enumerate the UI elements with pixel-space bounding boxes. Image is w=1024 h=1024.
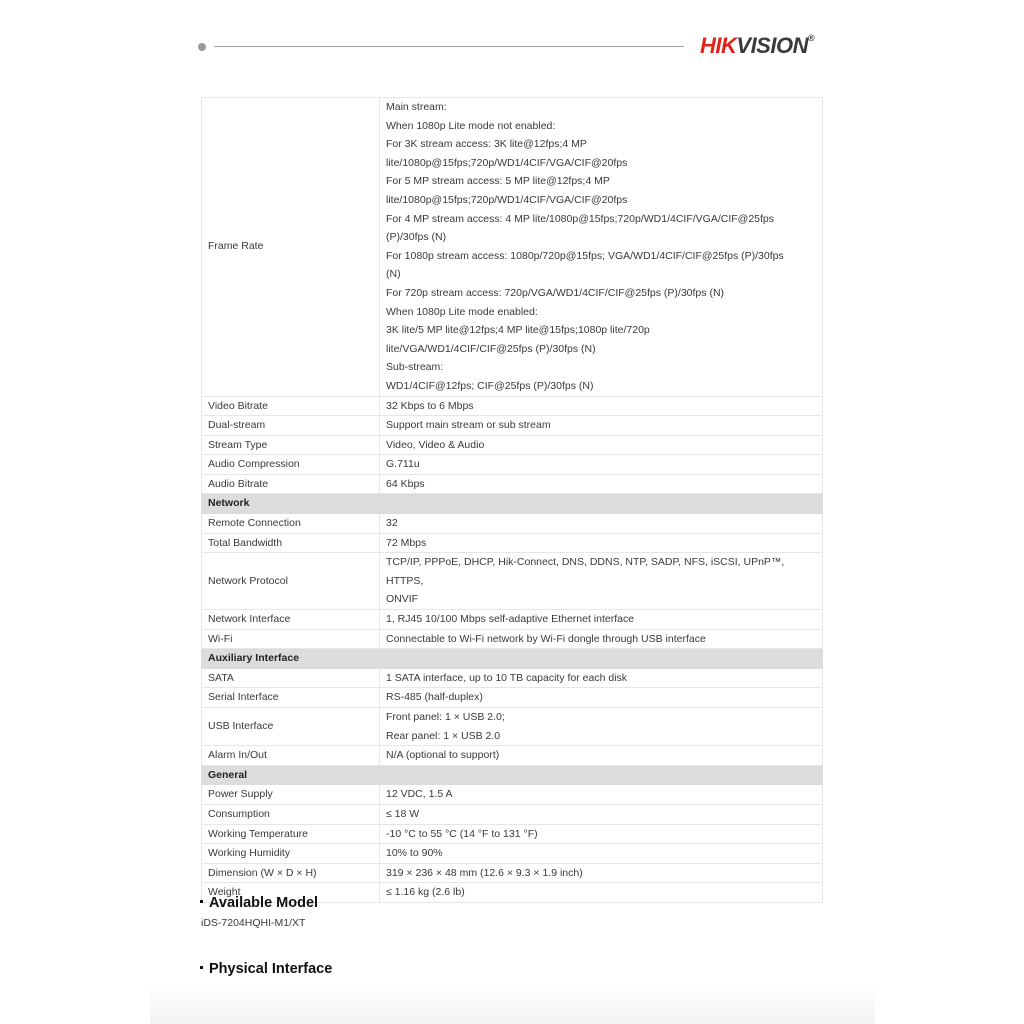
- spec-row: [202, 863, 823, 883]
- section-title: Network: [202, 494, 823, 514]
- physical-interface-heading-text: Physical Interface: [209, 961, 333, 977]
- spec-row: [202, 785, 823, 805]
- spec-row: [202, 533, 823, 553]
- spec-key: Audio Compression: [202, 455, 380, 475]
- spec-value: 32 Kbps to 6 Mbps: [380, 396, 823, 416]
- model-number: iDS-7204HQHI-M1/XT: [201, 917, 306, 929]
- spec-key: Working Humidity: [202, 844, 380, 864]
- spec-row: [202, 844, 823, 864]
- spec-key: USB Interface: [202, 708, 380, 746]
- spec-row: [202, 824, 823, 844]
- spec-value: ≤ 1.16 kg (2.6 lb): [380, 883, 823, 903]
- spec-value: 32: [380, 514, 823, 534]
- spec-key: Dimension (W × D × H): [202, 863, 380, 883]
- spec-row: [202, 629, 823, 649]
- available-model-heading: [200, 895, 318, 911]
- spec-key: Remote Connection: [202, 514, 380, 534]
- spec-value: G.711u: [380, 455, 823, 475]
- spec-row: [202, 708, 823, 746]
- spec-row: [202, 688, 823, 708]
- section-row: [202, 494, 823, 514]
- spec-value: Connectable to Wi-Fi network by Wi-Fi dongle through USB interface: [380, 629, 823, 649]
- spec-key: Alarm In/Out: [202, 746, 380, 766]
- spec-row: [202, 435, 823, 455]
- header-dot: [198, 43, 206, 51]
- spec-key: Total Bandwidth: [202, 533, 380, 553]
- spec-value: 12 VDC, 1.5 A: [380, 785, 823, 805]
- spec-row: [202, 416, 823, 436]
- spec-row: [202, 514, 823, 534]
- header-rule: [214, 46, 684, 47]
- spec-row: [202, 455, 823, 475]
- spec-value: Front panel: 1 × USB 2.0; Rear panel: 1 × USB 2.0: [380, 708, 823, 746]
- spec-key: Audio Bitrate: [202, 474, 380, 494]
- spec-row: [202, 474, 823, 494]
- section-title: Auxiliary Interface: [202, 649, 823, 669]
- spec-row: [202, 804, 823, 824]
- spec-key: Network Protocol: [202, 553, 380, 610]
- spec-key: SATA: [202, 668, 380, 688]
- spec-row: [202, 98, 823, 397]
- spec-value: 1, RJ45 10/100 Mbps self-adaptive Ethernet interface: [380, 610, 823, 630]
- spec-key: Dual-stream: [202, 416, 380, 436]
- spec-value: 10% to 90%: [380, 844, 823, 864]
- spec-row: [202, 746, 823, 766]
- logo-dark-part: VISION: [736, 33, 808, 58]
- section-row: [202, 649, 823, 669]
- spec-row: [202, 668, 823, 688]
- spec-key: Consumption: [202, 804, 380, 824]
- spec-value: ≤ 18 W: [380, 804, 823, 824]
- page-bottom-fade: [150, 985, 875, 1024]
- spec-value: 1 SATA interface, up to 10 TB capacity for each disk: [380, 668, 823, 688]
- spec-key: Video Bitrate: [202, 396, 380, 416]
- spec-row: [202, 396, 823, 416]
- spec-key: Weight: [202, 883, 380, 903]
- spec-value: Support main stream or sub stream: [380, 416, 823, 436]
- section-title: General: [202, 765, 823, 785]
- spec-key: Frame Rate: [202, 98, 380, 397]
- hikvision-logo: [700, 33, 814, 59]
- spec-key: Serial Interface: [202, 688, 380, 708]
- spec-value: 72 Mbps: [380, 533, 823, 553]
- spec-value: N/A (optional to support): [380, 746, 823, 766]
- spec-value: RS-485 (half-duplex): [380, 688, 823, 708]
- spec-row: [202, 610, 823, 630]
- bullet-icon: [200, 900, 203, 903]
- logo-red-part: HIK: [700, 33, 737, 58]
- spec-table-body: [202, 98, 823, 903]
- spec-key: Wi-Fi: [202, 629, 380, 649]
- spec-key: Power Supply: [202, 785, 380, 805]
- spec-value: Main stream: When 1080p Lite mode not enabled: For 3K stream access: 3K lite@12fps;4 MP lite/1080p@15fps;720p/WD1/4CIF/VGA/CIF@20fps For 5 MP stream access: 5 MP lite@12fps;4 MP lite/1080p@15fps;720p/WD1/4CIF/VGA/CIF@20fps For 4 MP stream access: 4 MP lite/1080p@15fps;720p/WD1/4CIF/VGA/CIF@25fps (P)/30fps (N) For 1080p stream access: 1080p/720p@15fps; VGA/WD1/4CIF/CIF@25fps (P)/30fps (N) For 720p stream access: 720p/VGA/WD1/4CIF/CIF@25fps (P)/30fps (N) When 1080p Lite mode enabled: 3K lite/5 MP lite@12fps;4 MP lite@15fps;1080p lite/720p lite/VGA/WD1/4CIF/CIF@25fps (P)/30fps (N) Sub-stream: WD1/4CIF@12fps; CIF@25fps (P)/30fps (N): [380, 98, 823, 397]
- spec-value: TCP/IP, PPPoE, DHCP, Hik-Connect, DNS, DDNS, NTP, SADP, NFS, iSCSI, UPnP™, HTTPS, ONVIF: [380, 553, 823, 610]
- spec-key: Stream Type: [202, 435, 380, 455]
- spec-table: [201, 97, 823, 903]
- section-row: [202, 765, 823, 785]
- bullet-icon: [200, 966, 203, 969]
- registered-mark: ®: [807, 33, 815, 43]
- spec-key: Network Interface: [202, 610, 380, 630]
- spec-value: -10 °C to 55 °C (14 °F to 131 °F): [380, 824, 823, 844]
- spec-value: 64 Kbps: [380, 474, 823, 494]
- available-model-heading-text: Available Model: [209, 895, 319, 911]
- spec-key: Working Temperature: [202, 824, 380, 844]
- spec-value: 319 × 236 × 48 mm (12.6 × 9.3 × 1.9 inch): [380, 863, 823, 883]
- physical-interface-heading: [200, 961, 332, 977]
- spec-value: Video, Video & Audio: [380, 435, 823, 455]
- spec-row: [202, 553, 823, 610]
